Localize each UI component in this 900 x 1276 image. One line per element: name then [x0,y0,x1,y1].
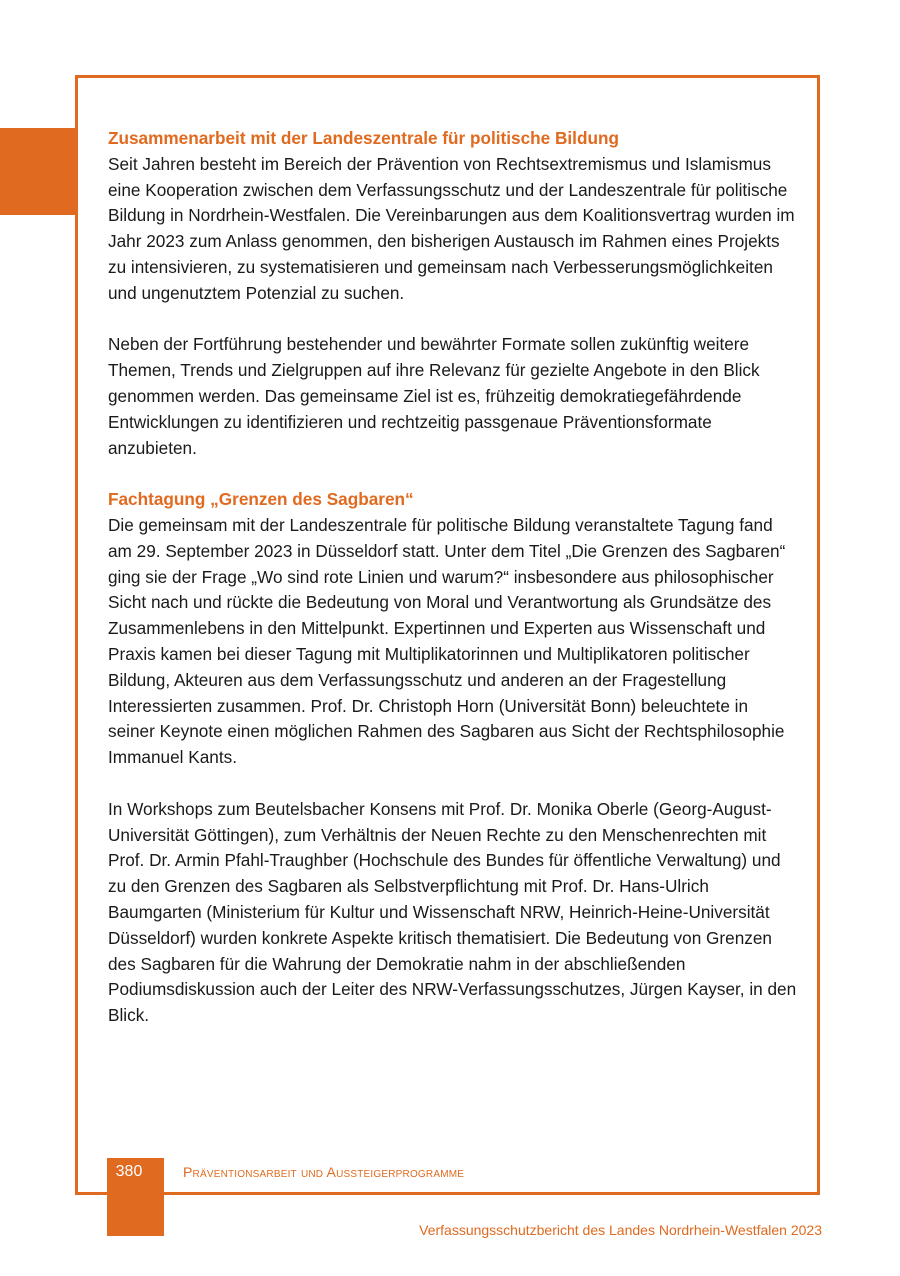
section-heading-cooperation: Zusammenarbeit mit der Landeszentrale für politische Bildung [108,128,619,148]
main-content [108,126,798,1029]
chapter-tab-marker [0,128,75,215]
paragraph: Seit Jahren besteht im Bereich der Prävention von Rechtsextremismus und Islamismus eine Kooperation zwischen dem Verfassungsschutz und der Landeszentrale für politische Bildung in Nordrhein-Westfalen. Die Vereinbarungen aus dem Koalitionsvertrag wurden im Jahr 2023 zum Anlass genommen, den bisherigen Austausch im Rahmen eines Projekts zu intensivieren, zu systematisieren und gemeinsam nach Verbesserungsmöglichkeiten und ungenutztem Potenzial zu suchen. [108,153,795,303]
page-number: 380 [115,1163,143,1180]
section-heading-conference: Fachtagung „Grenzen des Sagbaren“ [108,489,414,510]
running-section-title: Präventionsarbeit und Aussteigerprogramme [183,1164,465,1180]
paragraph: Die gemeinsam mit der Landeszentrale für politische Bildung veranstaltete Tagung fand am 29. September 2023 in Düsseldorf statt. Unter dem Titel „Die Grenzen des Sagbaren“ ging sie der Frage „Wo sind rote Linien und warum?“ insbesondere aus philosophischer Sicht nach und rückte die Bedeutung von Moral und Verantwortung als Grundsätze des Zusammenlebens in den Mittelpunkt. Expertinnen und Experten aus Wissenschaft und Praxis kamen bei dieser Tagung mit Multiplikatorinnen und Multiplikatoren politischer Bildung, Akteuren aus dem Verfassungsschutz und anderen an der Fragestellung Interessierten zusammen. Prof. Dr. Christoph Horn (Universität Bonn) beleuchtete in seiner Keynote einen möglichen Rahmen des Sagbaren aus Sicht der Rechtsphilosophie Immanuel Kants. [108,514,786,768]
publication-title: Verfassungsschutzbericht des Landes Nordrhein-Westfalen 2023 [419,1222,822,1238]
paragraph: In Workshops zum Beutelsbacher Konsens mit Prof. Dr. Monika Oberle (Georg-August-Universität Göttingen), zum Verhältnis der Neuen Rechte zu den Menschenrechten mit Prof. Dr. Armin Pfahl-Traughber (Hochschule des Bundes für öffentliche Verwaltung) und zu den Grenzen des Sagbaren als Selbstverpflichtung mit Prof. Dr. Hans-Ulrich Baumgarten (Ministerium für Kultur und Wissenschaft NRW, Heinrich-Heine-Universität Düsseldorf) wurden konkrete Aspekte kritisch thematisiert. Die Bedeutung von Grenzen des Sagbaren für die Wahrung der Demokratie nahm in der abschließenden Podiumsdiskussion auch der Leiter des NRW-Verfassungsschutzes, Jürgen Kayser, in den Blick. [108,798,797,1026]
paragraph: Neben der Fortführung bestehender und bewährter Formate sollen zukünftig weitere Themen, Trends und Zielgruppen auf ihre Relevanz für gezielte Angebote in den Blick genommen werden. Das gemeinsame Ziel ist es, frühzeitig demokratiegefährdende Entwicklungen zu identifizieren und rechtzeitig passgenaue Präventionsformate anzubieten. [108,334,760,458]
